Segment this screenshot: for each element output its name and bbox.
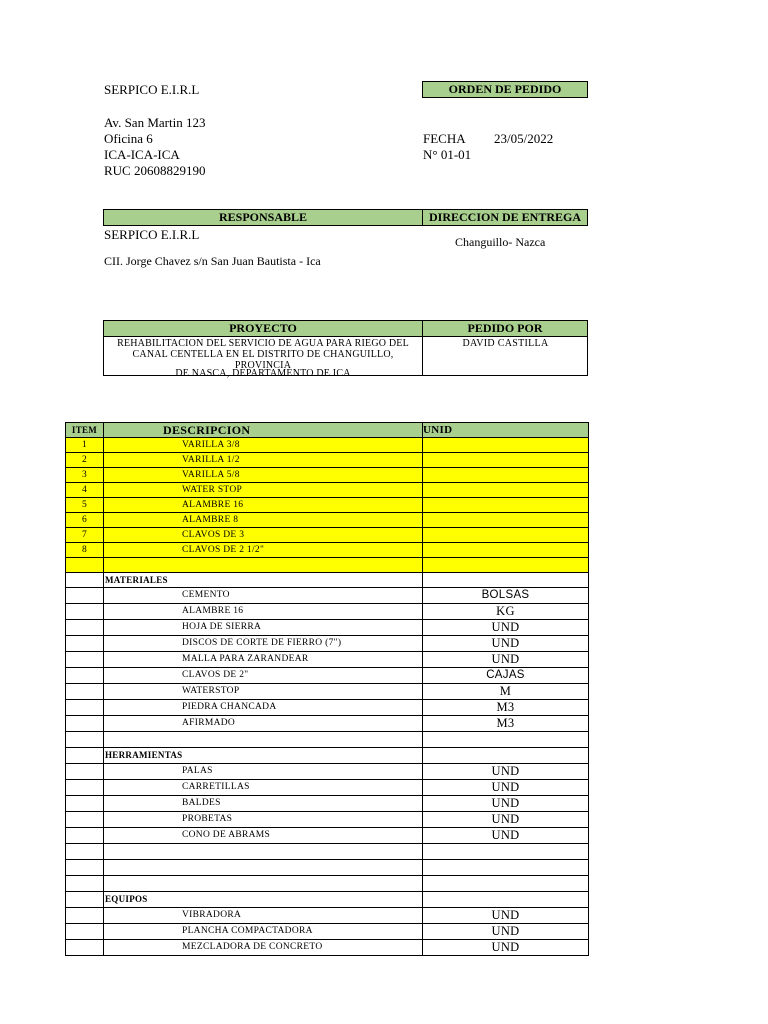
item-unit: UND [423, 812, 589, 828]
responsable-header: RESPONSABLE [103, 209, 423, 226]
item-number: 3 [66, 468, 104, 483]
table-row [66, 620, 589, 636]
item-number: 6 [66, 513, 104, 528]
proyecto-line-1: REHABILITACION DEL SERVICIO DE AGUA PARA RIEGO DEL [117, 338, 409, 349]
item-description: WATERSTOP [104, 684, 423, 700]
item-number: 4 [66, 483, 104, 498]
item-number: 2 [66, 453, 104, 468]
table-row [66, 668, 589, 684]
proyecto-description [104, 338, 422, 379]
item-description: HOJA DE SIERRA [104, 620, 423, 636]
table-row-empty [66, 732, 589, 748]
section-row-equipos [66, 892, 589, 908]
table-row [66, 652, 589, 668]
table-header-row [66, 423, 589, 438]
table-row-empty [66, 860, 589, 876]
table-row-empty [66, 844, 589, 860]
proyecto-line-3: PROVINCIA [234, 360, 292, 371]
item-unit: UND [423, 908, 589, 924]
order-title: ORDEN DE PEDIDO [422, 81, 588, 98]
date-label: FECHA [423, 131, 466, 146]
pedido-por-value: DAVID CASTILLA [462, 338, 549, 349]
section-title-herramientas: HERRAMIENTAS [104, 748, 423, 764]
table-row [66, 764, 589, 780]
col-header-item: ITEM [66, 423, 104, 438]
section-row-materiales [66, 573, 589, 588]
item-unit: KG [423, 604, 589, 620]
item-unit: M3 [423, 716, 589, 732]
item-description: ALAMBRE 16 [104, 604, 423, 620]
table-row [66, 543, 589, 558]
item-unit: M [423, 684, 589, 700]
table-row [66, 780, 589, 796]
proyecto-line-2: CANAL CENTELLA EN EL DISTRITO DE CHANGUILLO, [132, 349, 394, 360]
section-title-materiales: MATERIALES [104, 573, 423, 588]
item-unit: CAJAS [423, 668, 589, 684]
item-unit: UND [423, 764, 589, 780]
table-row [66, 812, 589, 828]
item-unit [423, 498, 589, 513]
table-row [66, 716, 589, 732]
item-description: MALLA PARA ZARANDEAR [104, 652, 423, 668]
item-description: CLAVOS DE 2 1/2" [104, 543, 423, 558]
item-number: 8 [66, 543, 104, 558]
table-row [66, 604, 589, 620]
item-unit: BOLSAS [423, 588, 589, 604]
item-description: BALDES [104, 796, 423, 812]
table-row [66, 636, 589, 652]
item-description: CARRETILLAS [104, 780, 423, 796]
company-ruc: RUC 20608829190 [104, 163, 206, 178]
table-row [66, 908, 589, 924]
item-description: VARILLA 1/2 [104, 453, 423, 468]
item-description: PLANCHA COMPACTADORA [104, 924, 423, 940]
entrega-header: DIRECCION DE ENTREGA [422, 209, 588, 226]
company-address: Av. San Martin 123 [104, 115, 206, 130]
item-description: CONO DE ABRAMS [104, 828, 423, 844]
responsable-address: CII. Jorge Chavez s/n San Juan Bautista - Ica [104, 254, 321, 268]
table-row [66, 684, 589, 700]
item-unit: UND [423, 620, 589, 636]
table-row [66, 483, 589, 498]
responsable-name: SERPICO E.I.R.L [104, 227, 200, 242]
item-description: WATER STOP [104, 483, 423, 498]
item-unit: UND [423, 636, 589, 652]
item-unit [423, 513, 589, 528]
item-description: VIBRADORA [104, 908, 423, 924]
table-row [66, 438, 589, 453]
table-row-empty [66, 876, 589, 892]
table-row [66, 513, 589, 528]
pedido-por-header: PEDIDO POR [422, 320, 588, 337]
item-description: ALAMBRE 8 [104, 513, 423, 528]
item-description: PROBETAS [104, 812, 423, 828]
table-row-empty [66, 558, 589, 573]
items-table [65, 422, 589, 956]
item-description: AFIRMADO [104, 716, 423, 732]
item-description: MEZCLADORA DE CONCRETO [104, 940, 423, 956]
item-unit: UND [423, 796, 589, 812]
item-description: DISCOS DE CORTE DE FIERRO (7") [104, 636, 423, 652]
item-unit: UND [423, 828, 589, 844]
item-unit: M3 [423, 700, 589, 716]
item-number: 1 [66, 438, 104, 453]
entrega-value: Changuillo- Nazca [455, 235, 546, 249]
order-number: N° 01-01 [423, 147, 472, 162]
company-name: SERPICO E.I.R.L [104, 82, 200, 97]
item-unit: UND [423, 652, 589, 668]
order-date: 23/05/2022 [494, 131, 554, 146]
item-number: 7 [66, 528, 104, 543]
section-row-herramientas [66, 748, 589, 764]
table-row [66, 924, 589, 940]
item-unit [423, 528, 589, 543]
table-row [66, 700, 589, 716]
table-row [66, 498, 589, 513]
table-row [66, 528, 589, 543]
item-unit: UND [423, 780, 589, 796]
proyecto-line-4: DE NASCA, DEPARTAMENTO DE ICA [175, 368, 351, 379]
table-row [66, 828, 589, 844]
company-office: Oficina 6 [104, 131, 153, 146]
item-description: PIEDRA CHANCADA [104, 700, 423, 716]
item-unit [423, 468, 589, 483]
section-title-equipos: EQUIPOS [104, 892, 423, 908]
item-unit: UND [423, 940, 589, 956]
proyecto-header: PROYECTO [103, 320, 423, 337]
item-description: CEMENTO [104, 588, 423, 604]
table-row [66, 588, 589, 604]
item-unit [423, 438, 589, 453]
company-city: ICA-ICA-ICA [104, 147, 180, 162]
item-unit [423, 453, 589, 468]
col-header-unid: UNID [423, 423, 589, 438]
item-description: ALAMBRE 16 [104, 498, 423, 513]
table-row [66, 796, 589, 812]
item-number: 5 [66, 498, 104, 513]
table-row [66, 453, 589, 468]
col-header-descripcion: DESCRIPCION [104, 423, 423, 438]
item-description: VARILLA 5/8 [104, 468, 423, 483]
item-unit [423, 483, 589, 498]
item-description: PALAS [104, 764, 423, 780]
item-description: VARILLA 3/8 [104, 438, 423, 453]
item-description: CLAVOS DE 2" [104, 668, 423, 684]
item-unit: UND [423, 924, 589, 940]
item-description: CLAVOS DE 3 [104, 528, 423, 543]
table-row [66, 468, 589, 483]
table-row [66, 940, 589, 956]
item-unit [423, 543, 589, 558]
